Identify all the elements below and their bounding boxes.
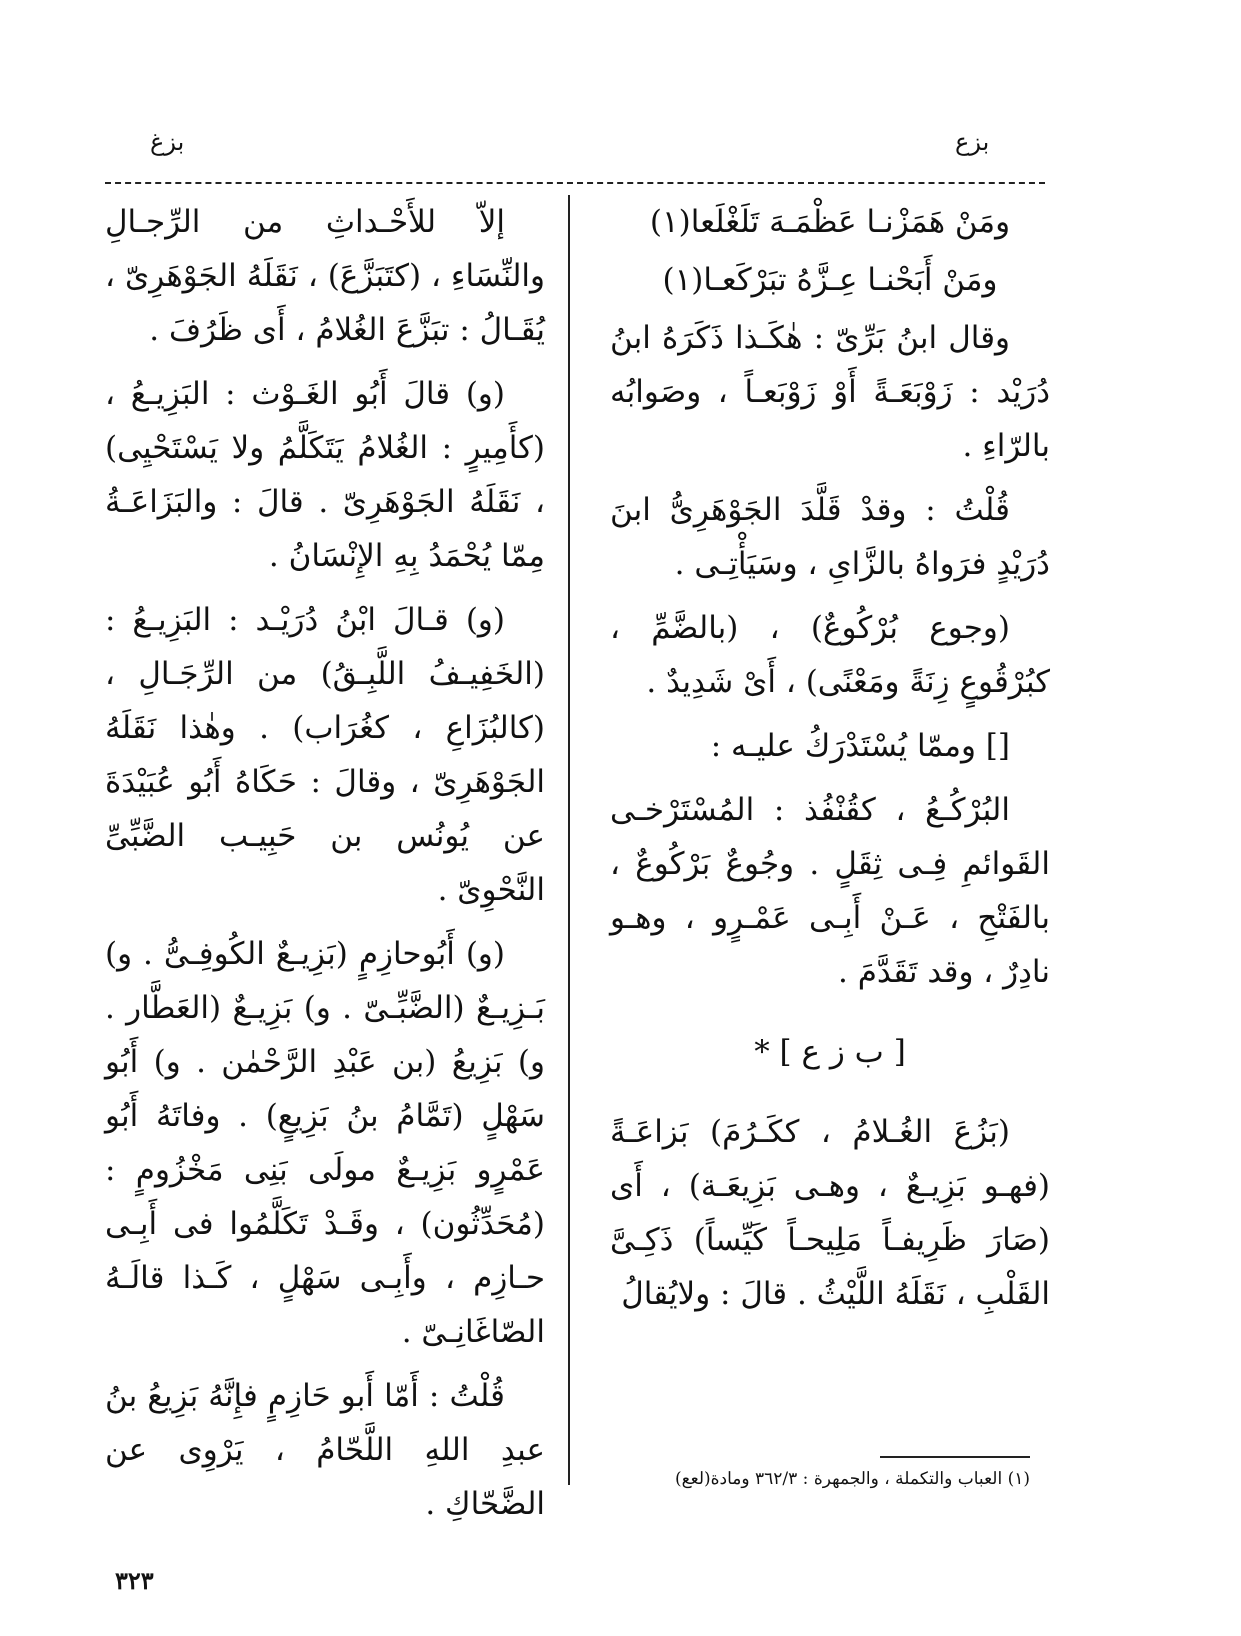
paragraph: (وجوع بُرْكُوعٌ) ، (بالضَّمِّ ، كبُرْقُوعٍ زِنَةً ومَعْنًى) ، أَىْ شَدِيدٌ . [610, 610, 1050, 700]
paragraph: وقال ابنُ بَرِّىّ : هٰكَـذا ذَكَرَهُ ابنُ دُرَيْد : زَوْبَعَـةً أَوْ زَوْبَعـاً ، وصَوابُه بالرّاءِ . [610, 320, 1050, 464]
right-column [610, 195, 1050, 1331]
verse-line: ومَنْ هَمَزْنـا عَظْمَـهَ تَلَغْلَعا(١) [649, 204, 1011, 240]
running-header-left: بزغ [150, 128, 185, 156]
header-rule [105, 182, 1045, 184]
verse-line: ومَنْ أَبَحْنـا عِـزَّهُ تبَرْكَعـا(١) [662, 262, 998, 298]
paragraph: [] وممّا يُسْتَدْرَكُ عليـه : [710, 728, 1010, 764]
left-column [105, 195, 545, 1541]
paragraph: (و) أَبُوحازِمٍ (بَزِيـعٌ الكُوفِـىُّ . و) بَـزِيـعٌ (الضَّبِّـىّ . و) بَزِيـعٌ (العَطَّار . و) بَزِيعُ (بن عَبْدِ الرَّحْمٰن . و) أَبُو سَهْلٍ (تَمَّامُ بنُ بَزِيعٍ) . وفاتَهُ أَبُو عَمْرٍو بَزِيـعٌ مولَى بَنِى مَخْزُومٍ : (مُحَدِّثُون) ، وقَـدْ تَكَلَّمُوا فى أَبِـى حـازِم ، وأَبِـى سَهْلٍ ، كَـذا قالَـهُ الصّاغَانِـىّ . [105, 936, 545, 1350]
paragraph: إلاّ للأَحْـداثِ من الرِّجـالِ والنِّسَاءِ ، (كتَبَزَّعَ) ، نَقَلَهُ الجَوْهَرِىّ ، يُقَـالُ : تبَزَّعَ الغُلامُ ، أَى ظَرُفَ . [105, 204, 545, 348]
entry-heading: [ ب ز ع ] * [754, 1034, 906, 1070]
footnote-rule [880, 1456, 1030, 1458]
page-number: ٣٢٣ [115, 1566, 154, 1595]
paragraph: (و) قـالَ ابْنُ دُرَيْـد : البَزِيـعُ : (الخَفِيـفُ اللَّبِـقُ) من الرِّجَـالِ ، (كالبُزَاعِ ، كغُرَاب) . وهٰذا نَقَلَهُ الجَوْهَرِىّ ، وقالَ : حَكَاهُ أَبُو عُبَيْدَةَ عن يُونُس بن حَبِيـب الضَّبِّىِّ النَّحْوِىّ . [105, 602, 545, 908]
paragraph: (بَزُعَ الغُـلامُ ، ككَـرُمَ) بَزاعَـةً (فهـو بَزِيـعٌ ، وهـى بَزِيعَـة) ، أَى (صَارَ ظَرِيفـاً مَلِيحـاً كَيِّساً) ذَكِـىَّ القَلْبِ ، نَقَلَهُ اللَّيْثُ . قالَ : ولايُقالُ [610, 1114, 1050, 1312]
paragraph: قُلْتُ : أَمّا أَبو حَازِمٍ فإِنَّهُ بَزِيعُ بنُ عبدِ اللهِ اللَّحّامُ ، يَرْوِى عن الضَّحّاكِ . [105, 1378, 545, 1522]
paragraph: (و) قالَ أَبُو الغَـوْث : البَزِيـعُ ، (كأَمِيرٍ : الغُلامُ يَتَكَلَّمُ ولا يَسْتَحْيِى) ، نَقَلَهُ الجَوْهَرِىّ . قالَ : والبَزَاعَـةُ مِمّا يُحْمَدُ بِهِ الإِنْسَانُ . [105, 376, 545, 574]
running-header-right: بزع [955, 128, 990, 156]
paragraph: البُرْكُـعُ ، كقُنْفُذ : المُسْتَرْخـى القَوائمِ فِـى ثِقَلٍ . وجُوعٌ بَرْكُوعٌ ، بالفَتْحِ ، عَـنْ أَبِـى عَمْـرٍو ، وهـو نادِرٌ ، وقد تَقَدَّمَ . [610, 792, 1050, 990]
paragraph: قُلْتُ : وقدْ قَلَّدَ الجَوْهَرِىُّ ابنَ دُرَيْدٍ فرَواهُ بالزَّاىِ ، وسَيَأْتِـى . [610, 492, 1050, 582]
footnote: (١) العباب والتكملة ، والجمهرة : ٣٦٢/٣ ومادة(لعع) [674, 1469, 1030, 1489]
column-divider [568, 195, 570, 1485]
